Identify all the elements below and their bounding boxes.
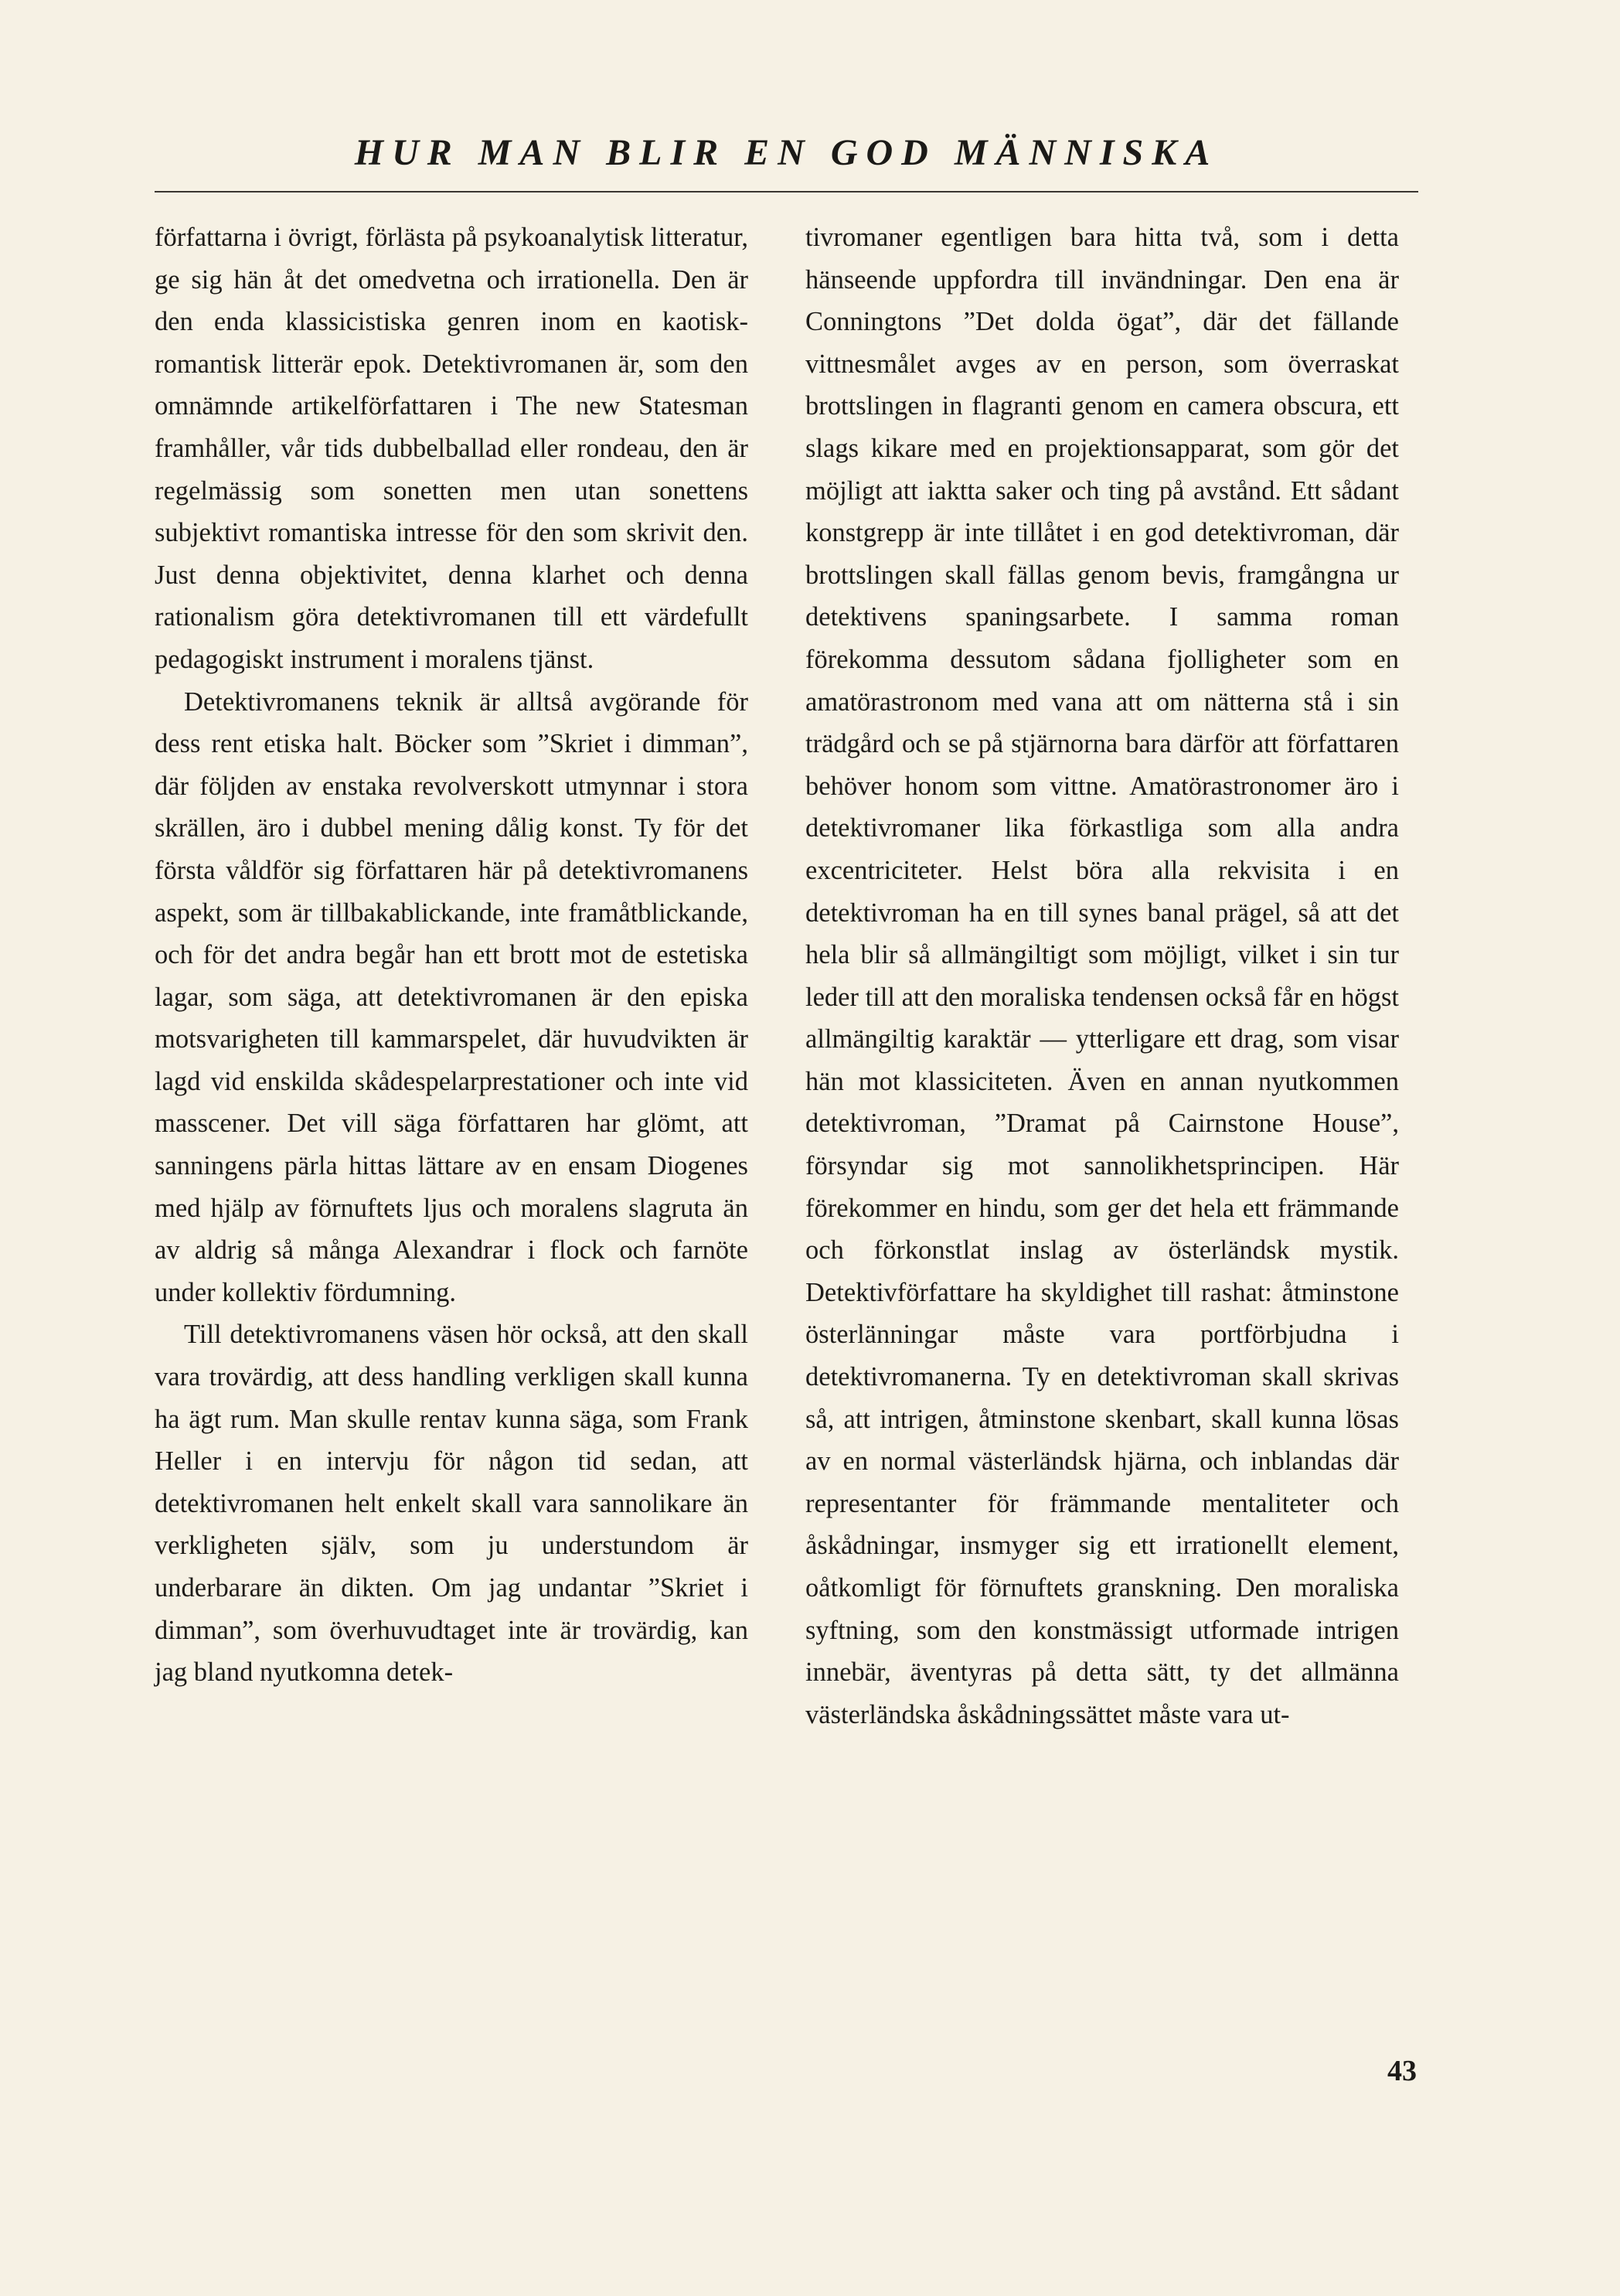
running-title: HUR MAN BLIR EN GOD MÄNNISKA <box>354 132 1219 173</box>
paragraph: Till detektivromanens väsen hör också, att den skall vara trovärdig, att dess handling verkligen skall kunna ha ägt rum. Man skulle rentav kunna säga, som Frank Heller i en intervju för någon tid sedan, att detektivromanen helt enkelt skall vara sannolikare än verkligheten själv, som ju understundom är underbarare än dikten. Om jag undantar ”Skriet i dimman”, som överhuvudtaget inte är trovärdig, kan jag bland nyutkomna detek- <box>155 1320 748 1688</box>
paragraph: författarna i övrigt, förlästa på psykoanalytisk litteratur, ge sig hän åt det omedvetna och irrationella. Den är den enda klassicistiska genren inom en kaotisk-romantisk litterär epok. Detektivromanen är, som den omnämnde artikelförfattaren i The new Statesman framhåller, vår tids dubbelballad eller rondeau, den är regelmässig som sonetten men utan sonettens subjektivt romantiska intresse för den som skrivit den. Just denna objektivitet, denna klarhet och denna rationalism göra detektivromanen till ett värdefullt pedagogiskt instrument i moralens tjänst. <box>155 223 748 674</box>
page-number: 43 <box>1387 2055 1417 2087</box>
header-rule <box>155 191 1418 192</box>
left-column <box>155 216 748 1694</box>
paragraph: tivromaner egentligen bara hitta två, som i detta hänseende uppfordra till invändningar. Den ena är Conningtons ”Det dolda ögat”, där det fällande vittnesmålet avges av en person, som överraskat brottslingen in flagranti genom en camera obscura, ett slags kikare med en projektionsapparat, som gör det möjligt att iaktta saker och ting på avstånd. Ett sådant konstgrepp är inte tillåtet i en god detektivroman, där brottslingen skall fällas genom bevis, framgångna ur detektivens spaningsarbete. I samma roman förekomma dessutom sådana fjolligheter som en amatörastronom med vana att om nätterna stå i sin trädgård och se på stjärnorna bara därför att författaren behöver honom som vittne. Amatörastronomer äro i detektivromaner lika förkastliga som alla andra excentriciteter. Helst böra alla rekvisita i en detektivroman ha en till synes banal prägel, så att det hela blir så allmängiltigt som möjligt, vilket i sin tur leder till att den moraliska tendensen också får en högst allmängiltig karaktär — ytterligare ett drag, som visar hän mot klassiciteten. Även en annan nyutkommen detektivroman, ”Dramat på Cairnstone House”, försyndar sig mot sannolikhetsprincipen. Här förekommer en hindu, som ger det hela ett främmande och förkonstlat inslag av österländsk mystik. Detektivförfattare ha skyldighet till rashat: åtminstone österlänningar måste vara portförbjudna i detektivromanerna. Ty en detektivroman skall skrivas så, att intrigen, åtminstone skenbart, skall kunna lösas av en normal västerländsk hjärna, och inblandas där representanter för främmande mentaliteter och åskådningar, insmyger sig ett irrationellt element, oåtkomligt för förnuftets granskning. Den moraliska syftning, som den konstmässigt utformade intrigen innebär, äventyras på detta sätt, ty det allmänna västerländska åskådningssättet måste vara ut- <box>805 223 1399 1729</box>
paragraph: Detektivromanens teknik är alltså avgörande för dess rent etiska halt. Böcker som ”Skriet i dimman”, där följden av enstaka revolverskott utmynnar i stora skrällen, äro i dubbel mening dålig konst. Ty för det första våldför sig författaren här på detektivromanens aspekt, som är tillbakablickande, inte framåtblickande, och för det andra begår han ett brott mot de estetiska lagar, som säga, att detektivromanen är den episka motsvarigheten till kammarspelet, där huvudvikten är lagd vid enskilda skådespelarprestationer och inte vid masscener. Det vill säga författaren har glömt, att sanningens pärla hittas lättare av en ensam Diogenes med hjälp av förnuftets ljus och moralens slagruta än av aldrig så många Alexandrar i flock och farnöte under kollektiv fördumning. <box>155 686 748 1307</box>
right-column <box>805 216 1399 1736</box>
